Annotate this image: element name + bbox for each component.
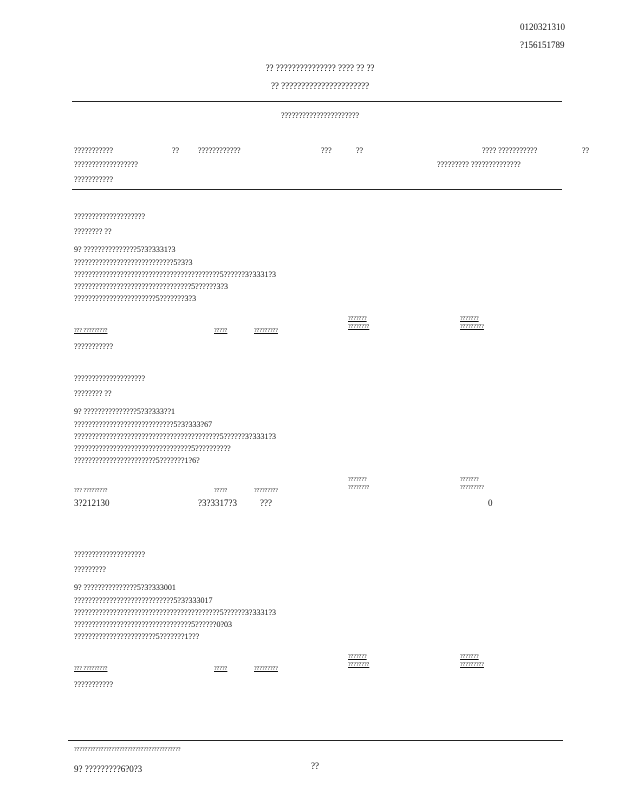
info-label-1: ??????????? — [74, 146, 114, 155]
column-header: ????? — [214, 328, 228, 334]
info-value-1a: ?? — [172, 146, 180, 155]
column-header: ??????? ???????? — [348, 654, 370, 668]
column-header: ????? — [214, 666, 228, 672]
section-subheading: ???????? ?? — [74, 389, 112, 398]
footer-rule — [68, 740, 563, 741]
column-header: ????????? — [254, 666, 278, 672]
column-header: ??????? ????????? — [460, 316, 484, 330]
info-value-1d: ?? — [356, 146, 364, 155]
record-line: ?????????????????????????????????5?????????? — [74, 444, 231, 453]
column-header: ??????? ????????? — [460, 654, 484, 668]
column-header: ??? ????????? — [74, 666, 108, 672]
record-section — [74, 550, 554, 690]
footer-page-marker: ?? — [311, 761, 319, 771]
record-line: ?????????????????????????????????????????5??????3?3331?3 — [74, 270, 276, 279]
info-value-1-far: ?? — [582, 146, 590, 155]
document-number: 0120321310 — [520, 22, 565, 32]
record-line: ???????????????????????5???????1?6? — [74, 456, 200, 465]
record-line: ?????????????????????????????????????????5??????3?3331?3 — [74, 608, 276, 617]
record-line: ???????????????????????5???????3?3 — [74, 294, 197, 303]
document-subtitle: ?????????????????????? — [280, 111, 360, 120]
record-line: 9? ???????????????5?3?333??1 — [74, 407, 176, 416]
record-line: ?????????????????????????????????????????5??????3?3331?3 — [74, 432, 276, 441]
record-section — [74, 374, 554, 514]
footer-left-text: 9? ?????????6?0?3 — [74, 764, 143, 774]
footer-note: ???????????????????????????????????????? — [74, 747, 181, 753]
info-value-1b: ???????????? — [198, 146, 241, 155]
record-section — [74, 212, 554, 352]
section-subheading: ???????? ?? — [74, 227, 112, 236]
section-heading: ???????????????????? — [74, 212, 146, 221]
info-label-3: ??????????? — [74, 175, 114, 184]
record-line: ?????????????????????????????????5??????0?03 — [74, 620, 233, 629]
column-header: ??????? ????????? — [460, 477, 484, 491]
document-id: ?156151789 — [520, 40, 565, 50]
column-value: ??????????? — [74, 680, 114, 689]
section-heading: ???????????????????? — [74, 550, 146, 559]
header-rule — [72, 101, 562, 102]
record-line: ?????????????????????????????????5??????3?3 — [74, 282, 229, 291]
record-line: ????????????????????????????5?3?333?67 — [74, 420, 213, 429]
column-header: ??????? ???????? — [348, 316, 370, 330]
record-line: 9? ???????????????5?3?333001 — [74, 583, 176, 592]
document-title: ?? ??????????????? ???? ?? ?? — [265, 63, 375, 73]
column-header: ??? ????????? — [74, 488, 108, 494]
record-line: ????????????????????????????5?3?333017 — [74, 596, 213, 605]
section-subheading: ????????? — [74, 565, 106, 574]
column-header: ????????? — [254, 328, 278, 334]
info-value-1c: ??? — [321, 146, 332, 155]
column-header: ??????? ???????? — [348, 477, 370, 491]
column-value: 3?212130 — [74, 498, 110, 508]
record-line: ???????????????????????5???????1??? — [74, 632, 200, 641]
record-line: ????????????????????????????5?3?3 — [74, 258, 193, 267]
section-heading: ???????????????????? — [74, 374, 146, 383]
info-value-1-right: ???? ??????????? — [482, 146, 538, 155]
info-rule — [72, 189, 562, 190]
column-value: ?3?3317?3 — [198, 498, 237, 508]
column-header: ????? — [214, 488, 228, 494]
column-header: ????????? — [254, 488, 278, 494]
column-value: ??? — [260, 498, 272, 508]
column-value: ??????????? — [74, 342, 114, 351]
column-header: ??? ????????? — [74, 328, 108, 334]
info-label-2: ?????????????????? — [74, 160, 138, 169]
record-line: 9? ???????????????5?3?3331?3 — [74, 245, 176, 254]
info-value-2-right: ????????? ?????????????? — [437, 160, 521, 169]
document-title-line2: ?? ?????????????????????? — [270, 81, 370, 91]
column-value: 0 — [488, 498, 493, 508]
